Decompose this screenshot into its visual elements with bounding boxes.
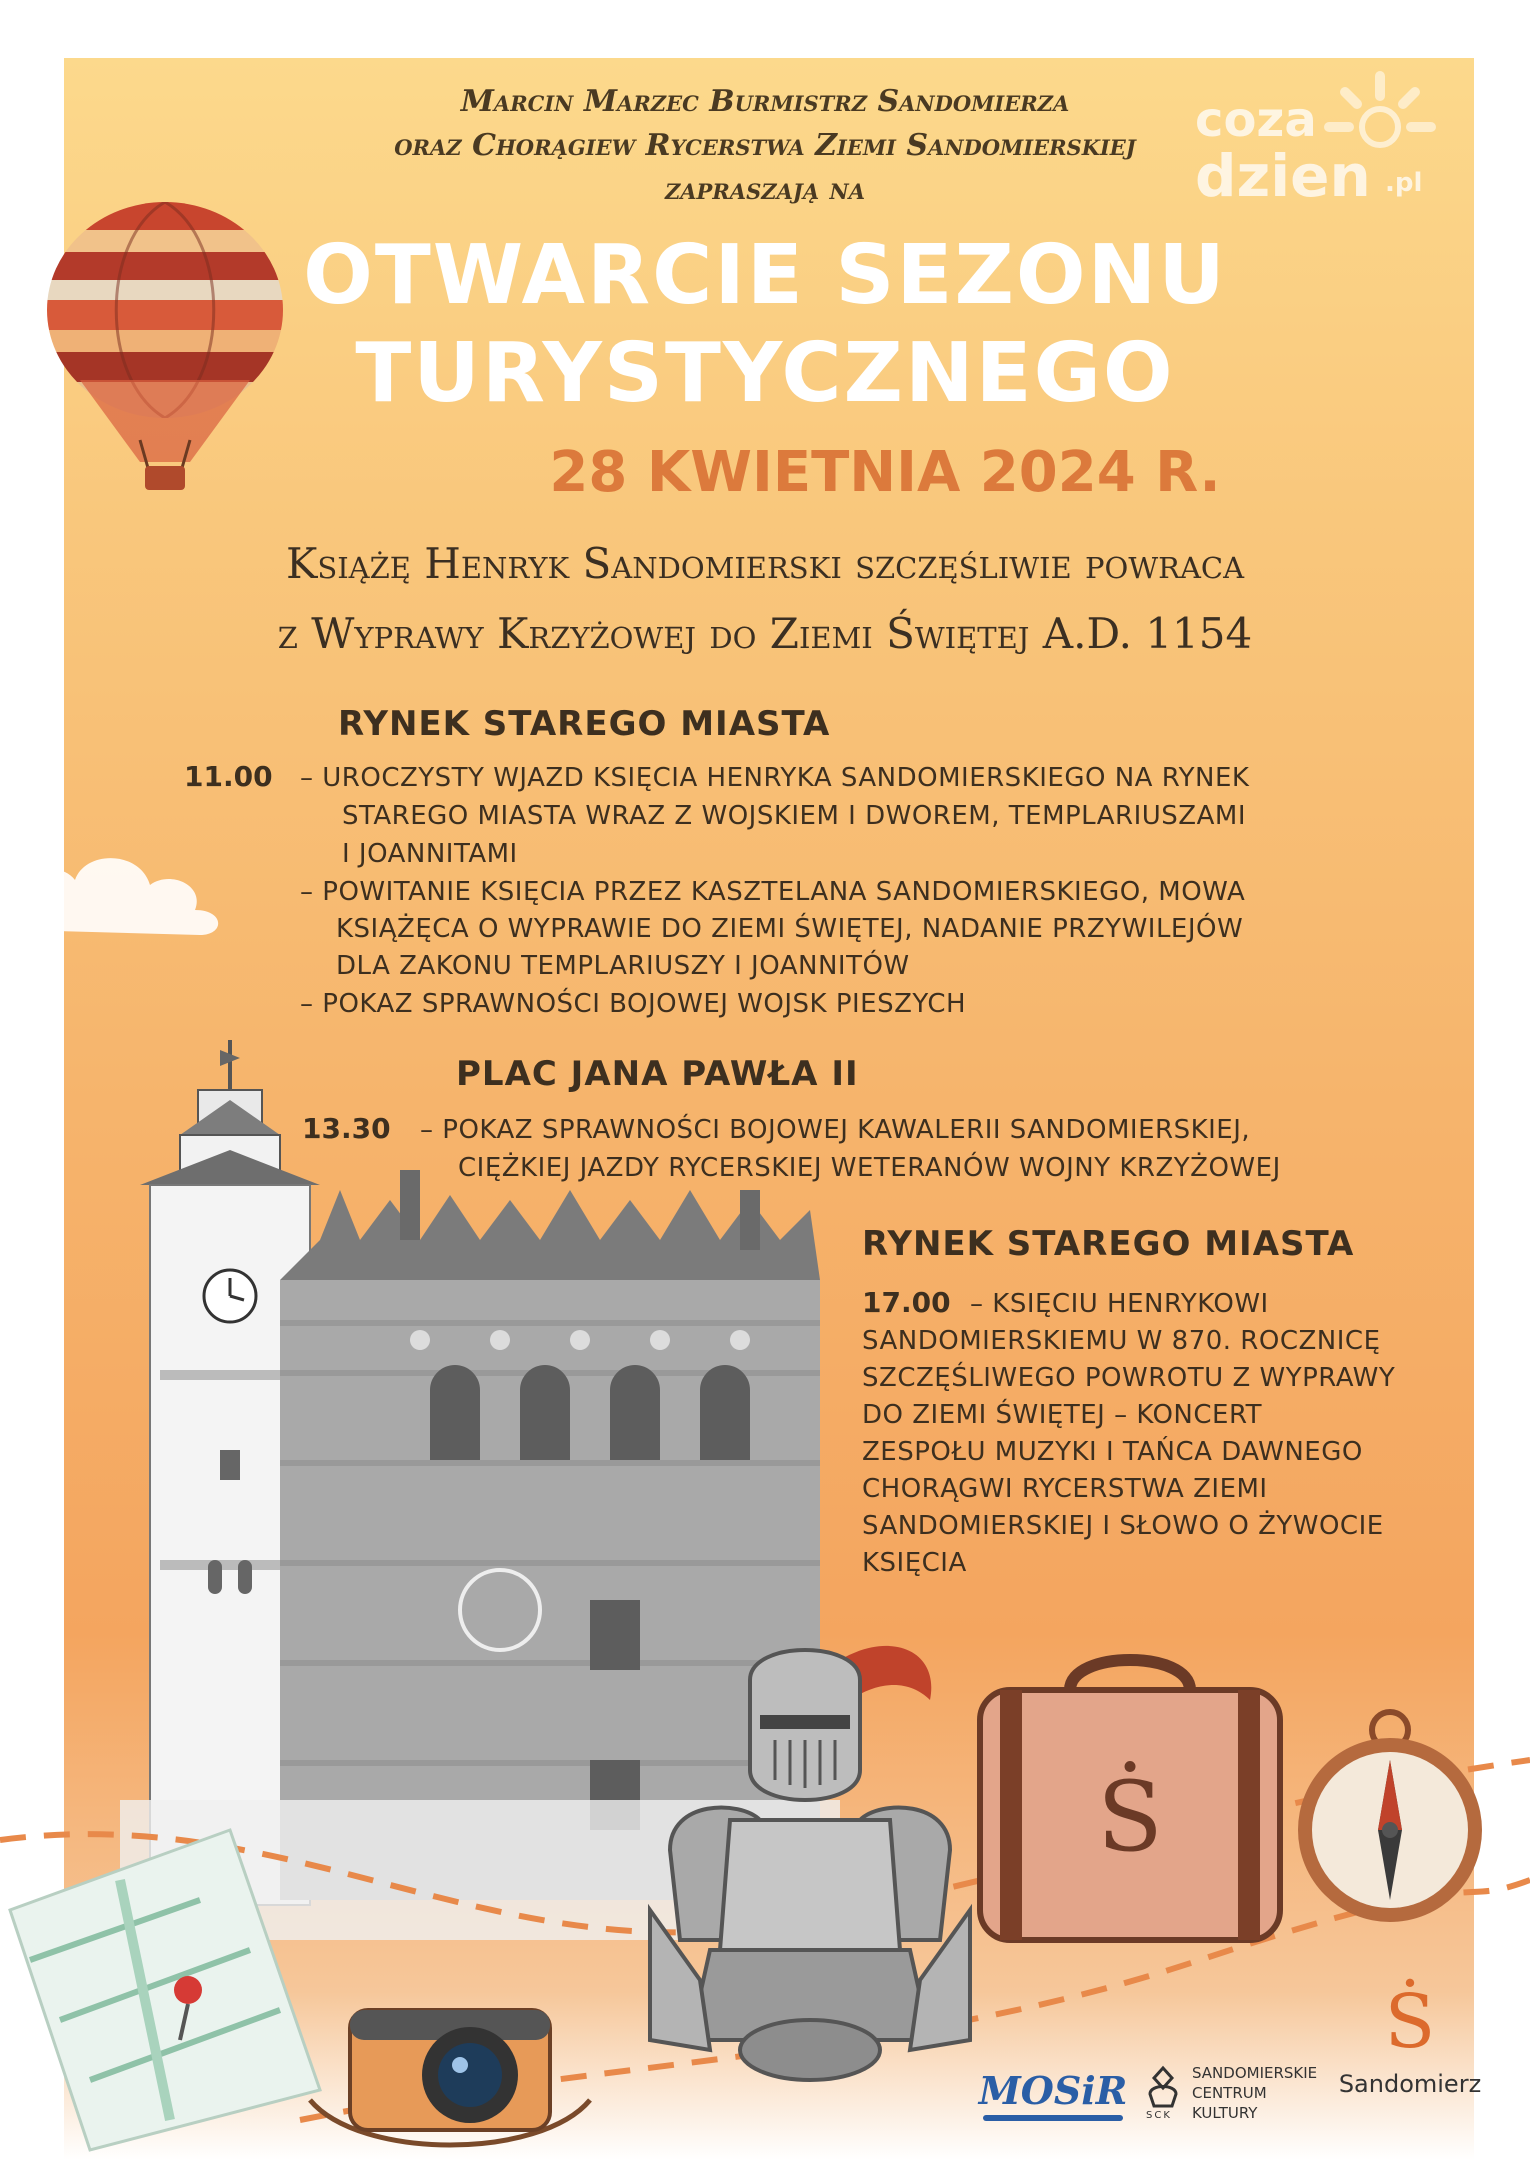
intro-line-1: Marcin Marzec Burmistrz Sandomierza — [460, 84, 1070, 119]
compass-illustration — [1290, 1700, 1490, 1934]
intro-line-3: zapraszają na — [664, 172, 866, 207]
schedule-item: KSIĄŻĘCA O WYPRAWIE DO ZIEMI ŚWIĘTEJ, NADANIE PRZYWILEJÓW — [336, 914, 1244, 944]
schedule-item: – UROCZYSTY WJAZD KSIĘCIA HENRYKA SANDOMIERSKIEGO NA RYNEK — [300, 763, 1250, 793]
schedule-item: CHORĄGWI RYCERSTWA ZIEMI — [862, 1474, 1268, 1504]
schedule-item: KSIĘCIA — [862, 1548, 967, 1578]
time-1330: 13.30 — [302, 1112, 391, 1145]
schedule-item: SANDOMIERSKIEJ I SŁOWO O ŻYWOCIE — [862, 1511, 1384, 1541]
camera-illustration — [300, 1960, 600, 2164]
schedule-item: CIĘŻKIEJ JAZDY RYCERSKIEJ WETERANÓW WOJNY KRZYŻOWEJ — [458, 1153, 1281, 1183]
sck-abbreviation: SCK — [1146, 2110, 1172, 2121]
suitcase-monogram: Ṡ — [1097, 1761, 1163, 1873]
schedule-item: – POKAZ SPRAWNOŚCI BOJOWEJ WOJSK PIESZYCH — [300, 989, 967, 1019]
schedule-item: – KSIĘCIU HENRYKOWI — [970, 1289, 1269, 1319]
mosir-wave-icon — [983, 2115, 1123, 2121]
sck-name-line-2: CENTRUM — [1192, 2084, 1267, 2102]
sck-name-line-1: SANDOMIERSKIE — [1192, 2064, 1318, 2082]
sandomierz-logo — [1330, 1980, 1490, 2098]
map-illustration — [0, 1790, 330, 2154]
schedule-item: SANDOMIERSKIEMU W 870. ROCZNICĘ — [862, 1326, 1381, 1356]
suitcase-illustration — [960, 1650, 1300, 1974]
cloud-decoration — [0, 840, 230, 954]
headline-line-2: z Wyprawy Krzyżowej do Ziemi Świętej A.D. 1154 — [277, 609, 1253, 658]
schedule-item: ZESPOŁU MUZYKI I TAŃCA DAWNEGO — [862, 1437, 1363, 1467]
event-date: 28 KWIETNIA 2024 R. — [549, 440, 1221, 505]
title-line-2: TURYSTYCZNEGO — [355, 326, 1175, 421]
time-1100: 11.00 — [184, 760, 273, 793]
knight-illustration — [610, 1620, 1010, 2144]
schedule-item: DLA ZAKONU TEMPLARIUSZY I JOANNITÓW — [336, 951, 910, 981]
schedule-item: STAREGO MIASTA WRAZ Z WOJSKIEM I DWOREM, TEMPLARIUSZAMI — [342, 801, 1247, 831]
headline-line-1: Książę Henryk Sandomierski szczęśliwie powraca — [285, 539, 1245, 588]
intro-line-2: oraz Chorągiew Rycerstwa Ziemi Sandomierskiej — [394, 128, 1136, 163]
sck-name-line-3: KULTURY — [1192, 2104, 1258, 2122]
schedule-item: I JOANNITAMI — [342, 839, 518, 869]
sandomierz-name: Sandomierz — [1338, 2070, 1482, 2098]
watermark-text-bottom: dzien — [1195, 142, 1371, 210]
section-title-plac: PLAC JANA PAWŁA II — [456, 1054, 859, 1094]
section-title-rynek-1: RYNEK STAREGO MIASTA — [338, 704, 831, 744]
watermark-suffix: .pl — [1385, 168, 1423, 198]
title-line-1: OTWARCIE SEZONU — [303, 228, 1227, 323]
schedule-item: – POKAZ SPRAWNOŚCI BOJOWEJ KAWALERII SANDOMIERSKIEJ, — [420, 1115, 1251, 1145]
schedule-item: DO ZIEMI ŚWIĘTEJ – KONCERT — [862, 1400, 1263, 1430]
schedule-item: SZCZĘŚLIWEGO POWROTU Z WYPRAWY — [862, 1363, 1396, 1393]
watermark-text-top: coza — [1195, 92, 1317, 148]
section-title-rynek-2: RYNEK STAREGO MIASTA — [862, 1224, 1355, 1264]
mosir-logo — [978, 2068, 1128, 2121]
schedule-item: – POWITANIE KSIĘCIA PRZEZ KASZTELANA SANDOMIERSKIEGO, MOWA — [300, 877, 1246, 907]
mosir-logo-text: MOSiR — [978, 2068, 1128, 2113]
time-1700: 17.00 — [862, 1286, 951, 1319]
sck-logo — [1142, 2062, 1342, 2132]
sandomierz-emblem: Ṡ — [1384, 1979, 1436, 2065]
